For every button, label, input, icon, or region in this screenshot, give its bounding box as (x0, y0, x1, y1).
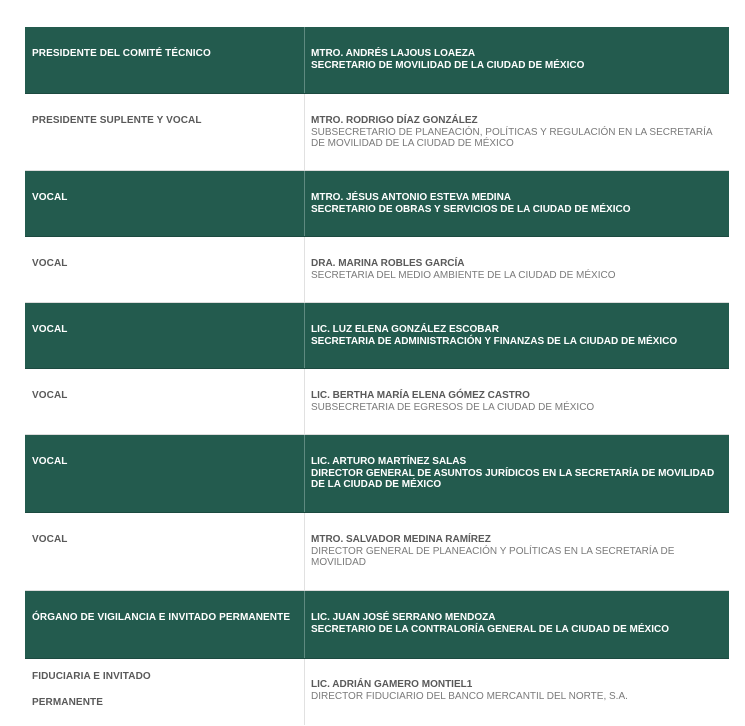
role-cell: VOCAL (25, 513, 305, 590)
person-cell (305, 369, 729, 434)
table-row (25, 303, 729, 369)
role-cell: VOCAL (25, 435, 305, 512)
committee-table (25, 27, 729, 725)
person-cell (305, 435, 729, 512)
table-row (25, 369, 729, 435)
person-title: SUBSECRETARIA DE EGRESOS DE LA CIUDAD DE MÉXICO (311, 401, 595, 413)
role-cell: VOCAL (25, 303, 305, 368)
table-row (25, 237, 729, 303)
person-name: MTRO. SALVADOR MEDINA RAMÍREZ (311, 534, 491, 545)
person-cell (305, 303, 729, 368)
role-line-2: PERMANENTE (32, 697, 104, 708)
person-title: SECRETARIA DE ADMINISTRACIÓN Y FINANZAS DE LA CIUDAD DE MÉXICO (311, 335, 678, 347)
person-cell (305, 171, 729, 236)
person-title: SECRETARIO DE MOVILIDAD DE LA CIUDAD DE MÉXICO (311, 59, 585, 71)
role-cell: ÓRGANO DE VIGILANCIA E INVITADO PERMANENTE (25, 591, 305, 658)
person-name: MTRO. JÉSUS ANTONIO ESTEVA MEDINA (311, 192, 512, 203)
role-line-1: FIDUCIARIA E INVITADO (32, 671, 151, 682)
person-title: SECRETARIO DE LA CONTRALORÍA GENERAL DE LA CIUDAD DE MÉXICO (311, 623, 669, 635)
table-row (25, 171, 729, 237)
person-name: MTRO. RODRIGO DÍAZ GONZÁLEZ (311, 115, 478, 126)
person-name: LIC. ADRIÁN GAMERO MONTIEL1 (311, 679, 473, 690)
person-title: SECRETARIA DEL MEDIO AMBIENTE DE LA CIUDAD DE MÉXICO (311, 269, 616, 281)
person-name: MTRO. ANDRÉS LAJOUS LOAEZA (311, 48, 476, 59)
person-cell (305, 27, 729, 93)
role-cell: VOCAL (25, 237, 305, 302)
table-row (25, 435, 729, 513)
person-title: DIRECTOR GENERAL DE PLANEACIÓN Y POLÍTICAS EN LA SECRETARÍA DE MOVILIDAD (311, 545, 675, 568)
person-name: LIC. JUAN JOSÉ SERRANO MENDOZA (311, 612, 496, 623)
person-cell (305, 659, 729, 725)
person-title: SECRETARIO DE OBRAS Y SERVICIOS DE LA CIUDAD DE MÉXICO (311, 203, 631, 215)
table-row (25, 27, 729, 94)
person-cell (305, 591, 729, 658)
person-name: LIC. ARTURO MARTÍNEZ SALAS (311, 456, 467, 467)
person-title: DIRECTOR GENERAL DE ASUNTOS JURÍDICOS EN LA SECRETARÍA DE MOVILIDAD DE LA CIUDAD DE MÉXICO (311, 467, 715, 490)
person-name: LIC. LUZ ELENA GONZÁLEZ ESCOBAR (311, 324, 499, 335)
table-row (25, 591, 729, 659)
role-cell (25, 659, 305, 725)
table-row (25, 513, 729, 591)
person-title: DIRECTOR FIDUCIARIO DEL BANCO MERCANTIL DEL NORTE, S.A. (311, 690, 628, 702)
person-title: SUBSECRETARIO DE PLANEACIÓN, POLÍTICAS Y REGULACIÓN EN LA SECRETARÍA DE MOVILIDAD DE LA CIUDAD DE MÉXICO (311, 126, 713, 149)
person-cell (305, 94, 729, 170)
table-row (25, 659, 729, 725)
role-cell: VOCAL (25, 369, 305, 434)
role-cell: VOCAL (25, 171, 305, 236)
role-cell: PRESIDENTE SUPLENTE Y VOCAL (25, 94, 305, 170)
person-cell (305, 237, 729, 302)
table-row (25, 94, 729, 171)
role-cell: PRESIDENTE DEL COMITÉ TÉCNICO (25, 27, 305, 93)
person-name: LIC. BERTHA MARÍA ELENA GÓMEZ CASTRO (311, 390, 530, 401)
person-name: DRA. MARINA ROBLES GARCÍA (311, 258, 465, 269)
person-cell (305, 513, 729, 590)
